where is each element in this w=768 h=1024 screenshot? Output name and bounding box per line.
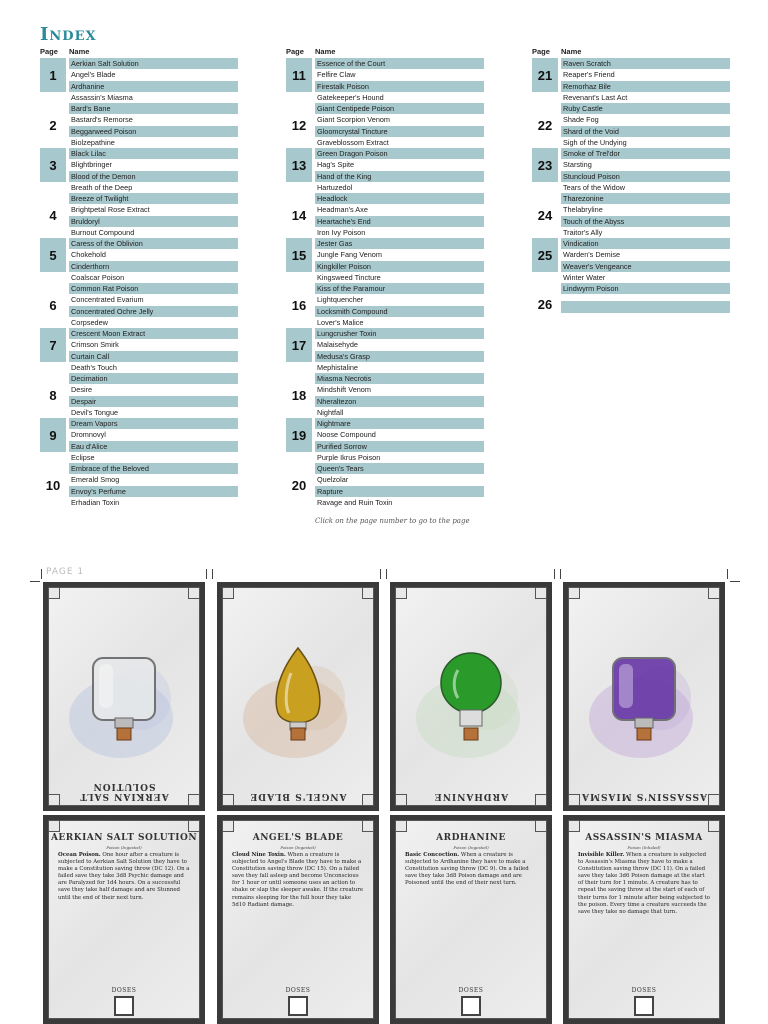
- index-entry[interactable]: Embrace of the Beloved: [69, 463, 238, 474]
- potion-image: [569, 618, 719, 778]
- index-group: [40, 328, 240, 373]
- index-entry[interactable]: Corpsedew: [71, 317, 108, 327]
- potion-illustration: [223, 618, 373, 778]
- effect-text: One hour after a creature is subjected to Aerkian Salt Solution they have to make a Constitution saving throw (DC 12). On a failed save they take 3d8 Psychic damage and are Paralyzed for 1d4 hours. On a successful save they take half damage and are Stunned until the end of their next turn.: [58, 852, 190, 901]
- potion-card-front: [43, 582, 205, 811]
- index-entry[interactable]: Mindshift Venom: [317, 385, 371, 395]
- page-link-11[interactable]: 11: [286, 58, 312, 92]
- index-entry[interactable]: Giant Centipede Poison: [315, 103, 484, 114]
- page-link-9[interactable]: 9: [40, 418, 66, 452]
- index-entry[interactable]: Emerald Smog: [71, 475, 120, 485]
- index-group: [40, 283, 240, 328]
- potion-card-back: [217, 815, 379, 1024]
- page-link-15[interactable]: 15: [286, 238, 312, 272]
- crop-mark: [41, 569, 42, 579]
- index-entry[interactable]: Crescent Moon Extract: [69, 328, 238, 339]
- index-entry[interactable]: Erhadian Toxin: [71, 497, 120, 507]
- page-link-23[interactable]: 23: [532, 148, 558, 182]
- index-entry[interactable]: Warden's Demise: [563, 250, 621, 260]
- potion-card-front: [563, 582, 725, 811]
- index-entry[interactable]: Envoy's Perfume: [69, 486, 238, 497]
- index-entry[interactable]: Revenant's Last Act: [563, 92, 628, 102]
- card-description: [578, 852, 710, 916]
- index-entry[interactable]: Winter Water: [563, 272, 606, 282]
- index-entry[interactable]: Ruby Castle: [561, 103, 730, 114]
- index-entry[interactable]: Lungcrusher Toxin: [315, 328, 484, 339]
- index-entry[interactable]: Breath of the Deep: [71, 182, 133, 192]
- index-entry[interactable]: Beggarweed Poison: [69, 126, 238, 137]
- frame-corner: [48, 820, 60, 832]
- index-group: [40, 463, 240, 508]
- card-name-flipped: ARDHANINE: [433, 791, 509, 801]
- index-entry[interactable]: Tharezonine: [561, 193, 730, 204]
- index-entry[interactable]: Curtain Call: [69, 351, 238, 362]
- page-link-21[interactable]: 21: [532, 58, 558, 92]
- index-entry[interactable]: Thelabryline: [563, 205, 603, 215]
- index-entry[interactable]: Dream Vapors: [69, 418, 238, 429]
- index-entry[interactable]: Blightbringer: [71, 160, 112, 170]
- index-entry[interactable]: Eau d'Alice: [69, 441, 238, 452]
- frame-corner: [568, 820, 580, 832]
- index-entry[interactable]: Ardhanine: [69, 81, 238, 92]
- index-entry[interactable]: Green Dragon Poison: [315, 148, 484, 159]
- index-group: [286, 103, 486, 148]
- index-entry[interactable]: Felfire Claw: [317, 70, 356, 80]
- index-entry[interactable]: Kiss of the Paramour: [315, 283, 484, 294]
- index-group: [40, 148, 240, 193]
- crop-mark: [554, 569, 555, 579]
- card-title: ANGEL'S BLADE: [252, 833, 344, 843]
- card-title: ARDHANINE: [436, 833, 506, 843]
- card-title: ASSASSIN'S MIASMA: [585, 833, 703, 843]
- index-entry[interactable]: Jungle Fang Venom: [317, 250, 382, 260]
- crop-mark: [206, 569, 207, 579]
- page-link-6[interactable]: 6: [49, 298, 57, 313]
- index-entry[interactable]: Headman's Axe: [317, 205, 368, 215]
- index-entry[interactable]: Vindication: [561, 238, 730, 249]
- page-link-19[interactable]: 19: [286, 418, 312, 452]
- card-frame: [222, 587, 374, 806]
- index-entry[interactable]: Queen's Tears: [315, 463, 484, 474]
- doses-label: DOSES: [631, 987, 657, 994]
- crop-mark: [730, 581, 740, 582]
- index-column: [286, 47, 486, 508]
- doses-label: DOSES: [458, 987, 484, 994]
- potion-card-back: [390, 815, 552, 1024]
- card-frame: [395, 820, 547, 1019]
- index-group: [286, 418, 486, 463]
- card-frame: [568, 587, 720, 806]
- effect-text: When a creature is subjected to Ardhanine they have to make a Constitution saving throw (DC 9). On a failed save they take 3d8 Poison damage and are Poisoned until the end of their next turn.: [405, 852, 529, 887]
- index-entry[interactable]: Mephistaline: [317, 362, 358, 372]
- page-link-3[interactable]: 3: [40, 148, 66, 182]
- card-description: [232, 852, 364, 909]
- frame-corner: [222, 820, 234, 832]
- effect-name: Ocean Poison.: [58, 852, 101, 858]
- index-entry[interactable]: Shade Fog: [563, 115, 599, 125]
- index-entry[interactable]: Lightquencher: [317, 295, 364, 305]
- card-subtitle: Poison (Ingested): [280, 845, 316, 850]
- card-frame: [568, 820, 720, 1019]
- doses-label: DOSES: [285, 987, 311, 994]
- effect-name: Invisible Killer.: [578, 852, 625, 858]
- card-frame: [395, 587, 547, 806]
- index-entry[interactable]: Medusa's Grasp: [315, 351, 484, 362]
- page-link-22[interactable]: 22: [537, 118, 553, 133]
- index-entry[interactable]: Lover's Malice: [317, 317, 364, 327]
- card-description: [405, 852, 537, 887]
- index-entry[interactable]: Gloomcrystal Tincture: [315, 126, 484, 137]
- index-group: [286, 58, 486, 103]
- frame-corner: [568, 587, 580, 599]
- index-entry[interactable]: Nightmare: [315, 418, 484, 429]
- index-entry[interactable]: Hartuzedol: [317, 182, 353, 192]
- card-subtitle: Poison (Ingested): [453, 845, 489, 850]
- frame-corner: [188, 820, 200, 832]
- potion-image: [223, 618, 373, 778]
- card-name-flipped: ANGEL'S BLADE: [249, 791, 347, 801]
- index-entry[interactable]: Nheraltezon: [315, 396, 484, 407]
- index-group: [532, 103, 732, 148]
- index-group: [532, 58, 732, 103]
- page-link-2[interactable]: 2: [49, 118, 57, 133]
- page-header: Page: [286, 47, 304, 56]
- index-entry[interactable]: Devil's Tongue: [71, 407, 119, 417]
- potion-card-front: [390, 582, 552, 811]
- index-group: [40, 58, 240, 103]
- index-entry[interactable]: Brightpetal Rose Extract: [71, 205, 150, 215]
- index-entry[interactable]: Eclipse: [71, 452, 95, 462]
- frame-corner: [222, 587, 234, 599]
- crop-mark: [380, 569, 381, 579]
- potion-image: [396, 618, 546, 778]
- crop-mark: [386, 569, 387, 579]
- index-group: [40, 373, 240, 418]
- frame-corner: [362, 820, 374, 832]
- index-group: [532, 283, 732, 294]
- index-entry[interactable]: Hag's Spite: [317, 160, 355, 170]
- index-group: [40, 418, 240, 463]
- index-entry[interactable]: Burnout Compound: [71, 227, 135, 237]
- card-frame: [222, 820, 374, 1019]
- index-entry[interactable]: Shard of the Void: [561, 126, 730, 137]
- potion-card-back: [43, 815, 205, 1024]
- name-header: Name: [561, 47, 582, 56]
- doses-checkbox[interactable]: [634, 996, 654, 1016]
- index-entry[interactable]: Dromnovyl: [71, 430, 106, 440]
- page-link-5[interactable]: 5: [40, 238, 66, 272]
- potion-illustration: [569, 618, 719, 778]
- index-entry[interactable]: Coalscar Poison: [71, 272, 125, 282]
- page-link-10[interactable]: 10: [45, 478, 61, 493]
- index-entry[interactable]: Starsting: [563, 160, 592, 170]
- page-link-16[interactable]: 16: [291, 298, 307, 313]
- index-entry[interactable]: Jester Gas: [315, 238, 484, 249]
- card-name-flipped: ASSASSIN'S MIASMA: [581, 791, 707, 801]
- page-link-8[interactable]: 8: [49, 388, 57, 403]
- index-entry[interactable]: Miasma Necrotis: [315, 373, 484, 384]
- index-entry[interactable]: Black Lilac: [69, 148, 238, 159]
- index-entry[interactable]: Caress of the Oblivion: [69, 238, 238, 249]
- index-entry[interactable]: Chokehold: [71, 250, 106, 260]
- page-link-25[interactable]: 25: [532, 238, 558, 272]
- index-entry[interactable]: Iron Ivy Poison: [317, 227, 366, 237]
- page-header: Page: [532, 47, 550, 56]
- index-entry[interactable]: Purified Sorrow: [315, 441, 484, 452]
- index-entry[interactable]: Common Rat Poison: [69, 283, 238, 294]
- potion-illustration: [396, 618, 546, 778]
- index-group: [532, 193, 732, 238]
- index-entry[interactable]: Blood of the Demon: [69, 171, 238, 182]
- index-entry[interactable]: Giant Scorpion Venom: [317, 115, 391, 125]
- index-entry[interactable]: Crimson Smirk: [71, 340, 119, 350]
- page-link-13[interactable]: 13: [286, 148, 312, 182]
- index-entry[interactable]: Desire: [71, 385, 93, 395]
- name-header: Name: [69, 47, 90, 56]
- page-link-1[interactable]: 1: [40, 58, 66, 92]
- page-link-26[interactable]: 26: [537, 296, 553, 312]
- index-entry[interactable]: Smoke of Trel'dor: [561, 148, 730, 159]
- index-entry[interactable]: Despair: [69, 396, 238, 407]
- page-link-18[interactable]: 18: [291, 388, 307, 403]
- index-entry[interactable]: [561, 301, 730, 312]
- index-entry[interactable]: Hand of the King: [315, 171, 484, 182]
- doses-label: DOSES: [111, 987, 137, 994]
- index-entry[interactable]: Graveblossom Extract: [317, 137, 389, 147]
- index-entry[interactable]: Decimation: [69, 373, 238, 384]
- card-title: AERKIAN SALT SOLUTION: [50, 833, 198, 843]
- crop-mark: [212, 569, 213, 579]
- index-group: [40, 103, 240, 148]
- card-name-flipped: AERKIAN SALT SOLUTION: [79, 781, 169, 801]
- page-link-17[interactable]: 17: [286, 328, 312, 362]
- column-header: [286, 47, 486, 58]
- frame-corner: [188, 587, 200, 599]
- effect-name: Basic Concoction.: [405, 852, 460, 858]
- card-description: [58, 852, 190, 902]
- index-entry[interactable]: Reaper's Friend: [563, 70, 615, 80]
- index-entry[interactable]: Bard's Bane: [69, 103, 238, 114]
- index-entry[interactable]: Aerkian Salt Solution: [69, 58, 238, 69]
- page-link-12[interactable]: 12: [291, 118, 307, 133]
- index-entry[interactable]: Bastard's Remorse: [71, 115, 133, 125]
- index-entry[interactable]: Kingkiller Poison: [315, 261, 484, 272]
- index-group: [286, 238, 486, 283]
- page-link-7[interactable]: 7: [40, 328, 66, 362]
- card-subtitle: Poison (Ingested): [106, 845, 142, 850]
- potion-illustration: [49, 618, 199, 778]
- doses-checkbox[interactable]: [288, 996, 308, 1016]
- index-entry[interactable]: Kingsweed Tincture: [317, 272, 381, 282]
- crop-mark: [560, 569, 561, 579]
- index-entry[interactable]: Sigh of the Undying: [563, 137, 627, 147]
- effect-name: Cloud Nine Toxin.: [232, 852, 286, 858]
- index-group: [286, 283, 486, 328]
- index-entry[interactable]: Ravage and Ruin Toxin: [317, 497, 393, 507]
- column-header: [532, 47, 732, 58]
- potion-image: [49, 618, 199, 778]
- frame-corner: [535, 587, 547, 599]
- index-entry[interactable]: Essence of the Court: [315, 58, 484, 69]
- index-group: [40, 193, 240, 238]
- index-entry[interactable]: Stuncloud Poison: [561, 171, 730, 182]
- crop-mark: [727, 569, 728, 579]
- index-entry[interactable]: Locksmith Compound: [315, 306, 484, 317]
- index-entry[interactable]: Nightfall: [317, 407, 344, 417]
- frame-corner: [395, 820, 407, 832]
- index-hint: Click on the page number to go to the page: [315, 517, 470, 525]
- index-entry[interactable]: Heartache's End: [315, 216, 484, 227]
- index-entry[interactable]: Concentrated Ochre Jelly: [69, 306, 238, 317]
- index-group: [40, 238, 240, 283]
- index-group: [532, 238, 732, 283]
- doses-checkbox[interactable]: [114, 996, 134, 1016]
- index-entry[interactable]: Breeze of Twilight: [69, 193, 238, 204]
- index-column: [40, 47, 240, 508]
- index-entry[interactable]: Quelzolar: [317, 475, 349, 485]
- index-entry[interactable]: Headlock: [315, 193, 484, 204]
- effect-text: When a creature is subjected to Assassin's Miasma they have to make a Constitution saving throw (DC 11). On a failed save they take 3d6 Poison damage at the start of their turn for 1 minute. A creature has to repeat the saving throw at the start of each of their turns for 1 minute after being subjected to the poison. Every time a creature succeeds the save they take no damage that turn.: [578, 852, 710, 915]
- index-entry[interactable]: Bruldoryl: [69, 216, 238, 227]
- index-entry[interactable]: Concentrated Evarium: [71, 295, 144, 305]
- card-frame: [48, 587, 200, 806]
- index-entry[interactable]: Tears of the Widow: [563, 182, 626, 192]
- page-link-24[interactable]: 24: [537, 208, 553, 223]
- index-entry[interactable]: Purple Ikrus Poison: [317, 452, 381, 462]
- index-column: [532, 47, 732, 310]
- crop-mark: [30, 581, 40, 582]
- index-group: [532, 148, 732, 193]
- index-entry[interactable]: Lindwyrm Poison: [561, 283, 730, 294]
- index-entry[interactable]: Rapture: [315, 486, 484, 497]
- index-entry[interactable]: Noose Compound: [317, 430, 376, 440]
- index-entry[interactable]: Raven Scratch: [561, 58, 730, 69]
- card-frame: [48, 820, 200, 1019]
- card-subtitle: Poison (Inhaled): [627, 845, 661, 850]
- index-group: [286, 373, 486, 418]
- page-link-20[interactable]: 20: [291, 478, 307, 493]
- page-label: PAGE 1: [46, 567, 85, 577]
- frame-corner: [362, 587, 374, 599]
- index-entry[interactable]: Cinderthorn: [69, 261, 238, 272]
- potion-card-back: [563, 815, 725, 1024]
- index-group: [286, 193, 486, 238]
- index-entry[interactable]: Traitor's Ally: [563, 227, 603, 237]
- index-entry[interactable]: Malaisehyde: [317, 340, 358, 350]
- index-entry[interactable]: Angel's Blade: [71, 70, 116, 80]
- index-group: [532, 296, 732, 312]
- effect-text: When a creature is subjected to Angel's Blade they have to make a Constitution saving throw (DC 15). On a failed save they fall asleep and become Unconscious for 1 hour or until someone uses an action to shake or slap the sleeper awake. If the creature remains sleeping for the full hour they take 5d10 Radiant damage.: [232, 852, 364, 908]
- frame-corner: [48, 587, 60, 599]
- index-entry[interactable]: Biolzepathine: [71, 137, 115, 147]
- frame-corner: [395, 587, 407, 599]
- index-group: [286, 148, 486, 193]
- index-entry[interactable]: Assassin's Miasma: [71, 92, 133, 102]
- doses-checkbox[interactable]: [461, 996, 481, 1016]
- page-link-14[interactable]: 14: [291, 208, 307, 223]
- frame-corner: [708, 820, 720, 832]
- index-entry[interactable]: Gatekeeper's Hound: [317, 92, 384, 102]
- page-header: Page: [40, 47, 58, 56]
- name-header: Name: [315, 47, 336, 56]
- index-entry[interactable]: Weaver's Vengeance: [561, 261, 730, 272]
- column-header: [40, 47, 240, 58]
- index-entry[interactable]: Remorhaz Bile: [561, 81, 730, 92]
- potion-card-front: [217, 582, 379, 811]
- frame-corner: [535, 820, 547, 832]
- frame-corner: [708, 587, 720, 599]
- index-group: [286, 463, 486, 508]
- index-entry[interactable]: Death's Touch: [71, 362, 117, 372]
- page-link-4[interactable]: 4: [49, 208, 57, 223]
- index-title: Index: [40, 24, 97, 45]
- index-entry[interactable]: Touch of the Abyss: [561, 216, 730, 227]
- index-entry[interactable]: Firestalk Poison: [315, 81, 484, 92]
- index-group: [286, 328, 486, 373]
